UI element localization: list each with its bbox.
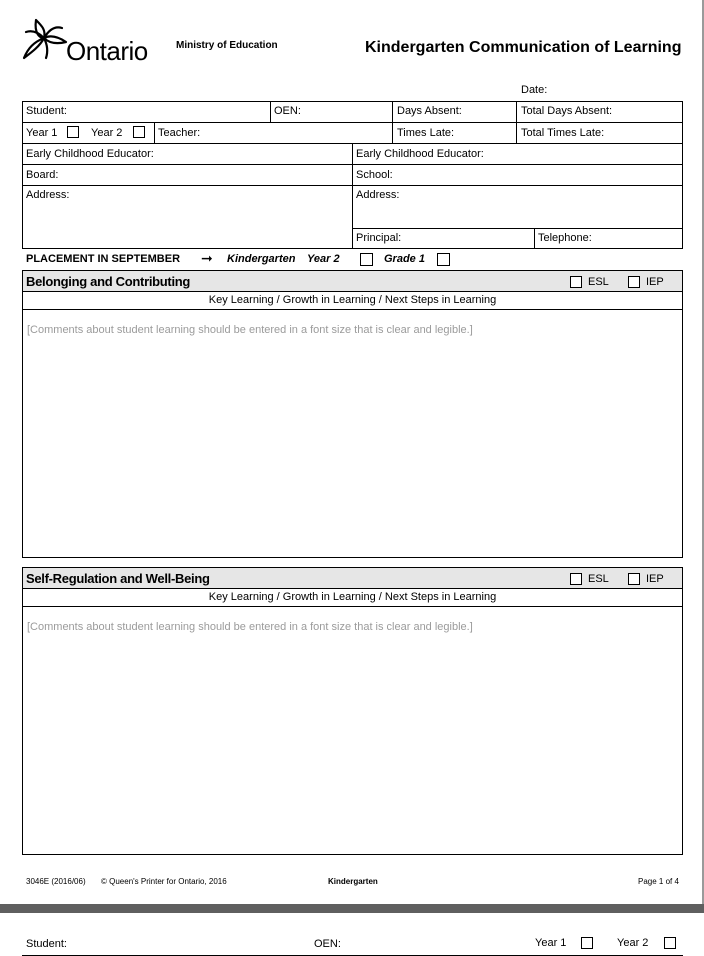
iep-label: IEP <box>646 573 664 585</box>
logo-wordmark: Ontario <box>66 36 148 66</box>
grid-line <box>534 228 535 248</box>
page-number: Page 1 of 4 <box>638 877 679 886</box>
year2-checkbox[interactable] <box>133 126 145 138</box>
page2-oen-label: OEN: <box>314 938 341 950</box>
total-times-late-label: Total Times Late: <box>521 127 605 139</box>
placement-kindergarten: Kindergarten <box>227 253 296 265</box>
comment-box[interactable] <box>22 607 683 855</box>
board-field[interactable] <box>64 165 350 184</box>
grid-line <box>270 101 271 122</box>
ontario-trillium-logo <box>22 18 68 62</box>
year1-checkbox[interactable] <box>67 126 79 138</box>
date-label: Date: <box>521 84 548 96</box>
principal-field[interactable] <box>406 229 532 247</box>
esl-label: ESL <box>588 276 609 288</box>
school-label: School: <box>356 169 393 181</box>
page2-year1-checkbox[interactable] <box>581 937 593 949</box>
school-field[interactable] <box>396 165 680 184</box>
page2-year1-label: Year 1 <box>535 937 567 949</box>
telephone-label: Telephone: <box>538 232 592 244</box>
form-title: Kindergarten Communication of Learning <box>365 39 682 56</box>
grid-line <box>392 101 393 143</box>
grid-line <box>352 143 353 248</box>
page2-year2-label: Year 2 <box>617 937 649 949</box>
section-subheading: Key Learning / Growth in Learning / Next Steps in Learning <box>22 589 683 607</box>
ece-right-label: Early Childhood Educator: <box>356 148 484 160</box>
address-left-field[interactable] <box>24 202 350 246</box>
teacher-field[interactable] <box>206 123 390 142</box>
ece-right-field[interactable] <box>492 144 680 163</box>
student-field[interactable] <box>72 102 268 121</box>
times-late-label: Times Late: <box>397 127 455 139</box>
ece-left-field[interactable] <box>162 144 350 163</box>
oen-field[interactable] <box>304 102 390 121</box>
page-2 <box>0 913 704 956</box>
principal-label: Principal: <box>356 232 402 244</box>
times-late-field[interactable] <box>460 123 514 142</box>
year1-label: Year 1 <box>26 127 58 139</box>
section-subheading: Key Learning / Growth in Learning / Next Steps in Learning <box>22 292 683 310</box>
placement-year2-checkbox[interactable] <box>360 253 373 266</box>
comment-placeholder: [Comments about student learning should be entered in a font size that is clear and legible.] <box>27 324 473 336</box>
placement-year2-label: Year 2 <box>307 253 340 265</box>
placement-grade1-checkbox[interactable] <box>437 253 450 266</box>
copyright: © Queen's Printer for Ontario, 2016 <box>101 877 227 886</box>
page-separator <box>0 904 704 913</box>
grid-line <box>516 101 517 143</box>
total-times-late-field[interactable] <box>612 123 680 142</box>
esl-checkbox[interactable] <box>570 276 582 288</box>
ministry-name: Ministry of Education <box>176 40 278 51</box>
section-title: Self-Regulation and Well-Being <box>26 571 210 586</box>
teacher-label: Teacher: <box>158 127 201 139</box>
year2-label: Year 2 <box>91 127 123 139</box>
ece-left-label: Early Childhood Educator: <box>26 148 154 160</box>
esl-label: ESL <box>588 573 609 585</box>
iep-checkbox[interactable] <box>628 573 640 585</box>
iep-label: IEP <box>646 276 664 288</box>
section-header <box>22 270 683 292</box>
address-right-label: Address: <box>356 189 400 201</box>
esl-checkbox[interactable] <box>570 573 582 585</box>
page2-student-label: Student: <box>26 938 67 950</box>
total-days-absent-label: Total Days Absent: <box>521 105 613 117</box>
arrow-right-icon: ➞ <box>201 250 213 266</box>
grid-line <box>22 248 683 249</box>
form-number: 3046E (2016/06) <box>26 877 86 886</box>
grid-line <box>22 101 23 249</box>
student-label: Student: <box>26 105 67 117</box>
grid-line <box>682 101 683 249</box>
address-right-field[interactable] <box>354 202 680 227</box>
footer-center: Kindergarten <box>328 877 378 886</box>
date-field[interactable] <box>550 81 682 97</box>
page2-year2-checkbox[interactable] <box>664 937 676 949</box>
section-title: Belonging and Contributing <box>26 274 191 289</box>
days-absent-label: Days Absent: <box>397 105 462 117</box>
oen-label: OEN: <box>274 105 301 117</box>
grid-line <box>154 122 155 143</box>
total-days-absent-field[interactable] <box>622 102 680 121</box>
placement-label: PLACEMENT IN SEPTEMBER <box>26 253 181 265</box>
placement-grade1-label: Grade 1 <box>384 253 425 265</box>
section-header <box>22 567 683 589</box>
telephone-field[interactable] <box>598 229 680 247</box>
comment-placeholder: [Comments about student learning should be entered in a font size that is clear and legible.] <box>27 621 473 633</box>
board-label: Board: <box>26 169 59 181</box>
comment-box[interactable] <box>22 310 683 558</box>
iep-checkbox[interactable] <box>628 276 640 288</box>
address-left-label: Address: <box>26 189 70 201</box>
days-absent-field[interactable] <box>468 102 514 121</box>
